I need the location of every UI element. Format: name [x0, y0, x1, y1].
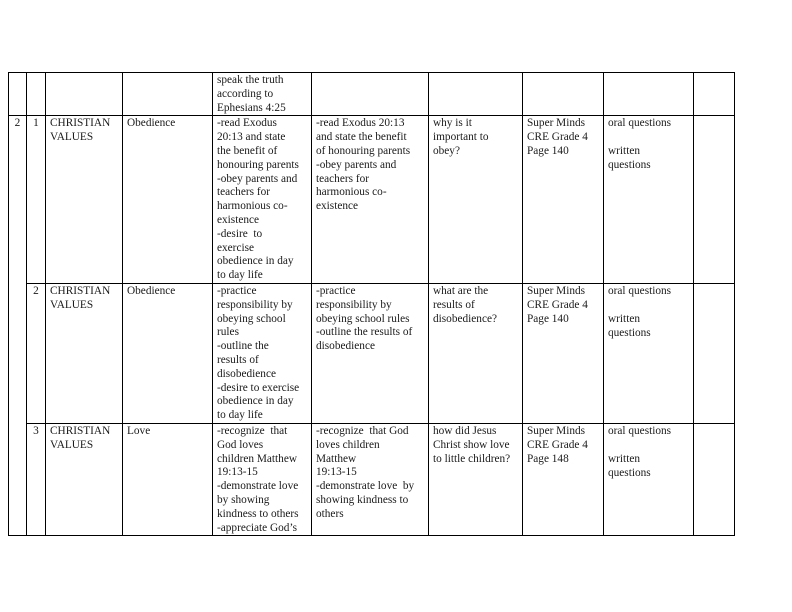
resources-line: Page 140: [527, 312, 569, 325]
lesson-text: 1: [33, 117, 39, 130]
sub-strand-cell: [123, 116, 213, 284]
learning-outcomes-line: honouring parents: [217, 158, 299, 171]
strand-line: CHRISTIAN: [50, 284, 111, 297]
lesson-cell: [27, 73, 46, 116]
table-row: [9, 73, 735, 116]
remarks-cell: [694, 423, 735, 535]
learning-experiences-line: -obey parents and: [316, 158, 397, 171]
week-cell: [9, 283, 27, 423]
learning-outcomes-line: according to: [217, 87, 274, 100]
learning-experiences-line: -demonstrate love by: [316, 480, 415, 493]
inquiry-question-line: obey?: [433, 144, 460, 157]
learning-experiences-line: of honouring parents: [316, 144, 411, 157]
sub-strand-cell: [123, 423, 213, 535]
learning-outcomes-line: obedience in day: [217, 255, 294, 268]
strand-line: CHRISTIAN: [50, 424, 111, 437]
learning-outcomes-line: -practice: [217, 284, 257, 297]
learning-outcomes-line: children Matthew: [217, 452, 297, 465]
learning-outcomes-line: obedience in day: [217, 395, 294, 408]
assessment-line: questions: [608, 466, 651, 479]
learning-experiences-cell: [312, 283, 429, 423]
assessment-line: written: [608, 312, 640, 325]
assessment-line: questions: [608, 158, 651, 171]
learning-outcomes-line: kindness to others: [217, 507, 299, 520]
inquiry-question-line: important to: [433, 131, 489, 144]
learning-outcomes-line: speak the truth: [217, 74, 284, 86]
resources-cell: [523, 423, 604, 535]
strand-cell: [46, 73, 123, 116]
resources-cell: [523, 116, 604, 284]
learning-outcomes-line: exercise: [217, 241, 255, 254]
learning-outcomes-line: -recognize that: [217, 424, 288, 437]
remarks-cell: [694, 283, 735, 423]
learning-outcomes-line: disobedience: [217, 367, 276, 380]
resources-line: Super Minds: [527, 284, 586, 297]
week-cell: [9, 73, 27, 116]
learning-outcomes-line: 20:13 and state: [217, 131, 286, 144]
learning-experiences-line: disobedience: [316, 340, 375, 353]
sub-strand-cell: [123, 73, 213, 116]
resources-line: CRE Grade 4: [527, 131, 588, 144]
learning-experiences-line: harmonious co-: [316, 186, 387, 199]
learning-experiences-line: teachers for: [316, 172, 369, 185]
learning-outcomes-line: -desire to: [217, 227, 263, 240]
lesson-text: 2: [33, 284, 39, 297]
learning-experiences-line: -practice: [316, 284, 356, 297]
learning-experiences-line: and state the benefit: [316, 131, 407, 144]
learning-outcomes-line: rules: [217, 326, 239, 339]
assessment-cell: [604, 116, 694, 284]
resources-cell: [523, 73, 604, 116]
inquiry-question-line: Christ show love: [433, 438, 510, 451]
inquiry-question-line: results of: [433, 298, 475, 311]
remarks-cell: [694, 116, 735, 284]
strand-line: VALUES: [50, 298, 94, 311]
learning-outcomes-line: -appreciate God’s: [217, 521, 297, 534]
learning-experiences-line: -outline the results of: [316, 326, 413, 339]
learning-outcomes-line: harmonious co-: [217, 200, 288, 213]
learning-experiences-line: existence: [316, 200, 359, 213]
strand-line: CHRISTIAN: [50, 117, 111, 130]
learning-experiences-cell: [312, 73, 429, 116]
learning-experiences-line: 19:13-15: [316, 466, 357, 479]
assessment-cell: [604, 423, 694, 535]
learning-outcomes-line: to day life: [217, 409, 263, 422]
resources-line: Super Minds: [527, 117, 586, 130]
resources-line: CRE Grade 4: [527, 298, 588, 311]
week-cell: [9, 423, 27, 535]
learning-experiences-line: -recognize that God: [316, 424, 409, 437]
learning-experiences-line: obeying school rules: [316, 312, 410, 325]
assessment-line: oral questions: [608, 284, 672, 297]
assessment-line: written: [608, 145, 640, 158]
lesson-text: 3: [33, 424, 39, 437]
strand-cell: [46, 116, 123, 284]
strand-cell: [46, 283, 123, 423]
remarks-cell: [694, 73, 735, 116]
learning-experiences-line: others: [316, 507, 344, 520]
resources-line: Page 140: [527, 144, 569, 157]
learning-outcomes-line: God loves: [217, 438, 264, 451]
learning-outcomes-cell: [213, 116, 312, 284]
learning-experiences-cell: [312, 116, 429, 284]
assessment-line: [608, 131, 689, 145]
resources-line: CRE Grade 4: [527, 438, 588, 451]
strand-line: VALUES: [50, 131, 94, 144]
learning-outcomes-line: the benefit of: [217, 144, 278, 157]
table-row: [9, 116, 735, 284]
inquiry-question-cell: [429, 283, 523, 423]
sub-strand-text: Obedience: [127, 117, 176, 130]
inquiry-question-line: what are the: [433, 284, 489, 297]
sub-strand-text: Obedience: [127, 284, 176, 297]
learning-outcomes-line: Ephesians 4:25: [217, 101, 286, 114]
learning-outcomes-line: teachers for: [217, 186, 270, 199]
learning-outcomes-cell: [213, 423, 312, 535]
assessment-cell: [604, 73, 694, 116]
learning-experiences-line: loves children: [316, 438, 380, 451]
learning-outcomes-line: -read Exodus: [217, 117, 277, 130]
assessment-line: [608, 299, 689, 313]
scheme-of-work-table: [8, 72, 735, 536]
assessment-line: oral questions: [608, 117, 672, 130]
assessment-line: written: [608, 452, 640, 465]
lesson-cell: [27, 283, 46, 423]
resources-cell: [523, 283, 604, 423]
inquiry-question-cell: [429, 116, 523, 284]
lesson-cell: [27, 423, 46, 535]
week-text: 2: [14, 117, 21, 130]
inquiry-question-line: to little children?: [433, 452, 511, 465]
inquiry-question-cell: [429, 423, 523, 535]
table-row: [9, 283, 735, 423]
learning-outcomes-cell: [213, 283, 312, 423]
strand-cell: [46, 423, 123, 535]
learning-outcomes-line: responsibility by: [217, 298, 293, 311]
learning-outcomes-line: to day life: [217, 269, 263, 282]
learning-outcomes-line: -outline the: [217, 340, 269, 353]
sub-strand-cell: [123, 283, 213, 423]
learning-outcomes-line: obeying school: [217, 312, 286, 325]
assessment-cell: [604, 283, 694, 423]
inquiry-question-cell: [429, 73, 523, 116]
learning-outcomes-line: existence: [217, 213, 260, 226]
resources-line: Page 148: [527, 452, 569, 465]
learning-outcomes-cell: [213, 73, 312, 116]
strand-line: VALUES: [50, 438, 94, 451]
inquiry-question-line: why is it: [433, 117, 472, 130]
learning-outcomes-line: 19:13-15: [217, 466, 258, 479]
learning-outcomes-line: by showing: [217, 493, 270, 506]
assessment-line: questions: [608, 326, 651, 339]
table-row: [9, 423, 735, 535]
inquiry-question-line: how did Jesus: [433, 424, 497, 437]
lesson-cell: [27, 116, 46, 284]
sub-strand-text: Love: [127, 424, 151, 437]
inquiry-question-line: disobedience?: [433, 312, 497, 325]
week-cell: [9, 116, 27, 284]
learning-outcomes-line: -obey parents and: [217, 172, 298, 185]
learning-experiences-line: responsibility by: [316, 298, 392, 311]
learning-experiences-cell: [312, 423, 429, 535]
table-body: [9, 73, 735, 536]
learning-outcomes-line: -desire to exercise: [217, 381, 300, 394]
learning-experiences-line: Matthew: [316, 452, 357, 465]
learning-experiences-line: showing kindness to: [316, 493, 409, 506]
resources-line: Super Minds: [527, 424, 586, 437]
learning-outcomes-line: results of: [217, 353, 259, 366]
assessment-line: [608, 439, 689, 453]
learning-outcomes-line: -demonstrate love: [217, 480, 299, 493]
assessment-line: oral questions: [608, 424, 672, 437]
learning-experiences-line: -read Exodus 20:13: [316, 117, 405, 130]
